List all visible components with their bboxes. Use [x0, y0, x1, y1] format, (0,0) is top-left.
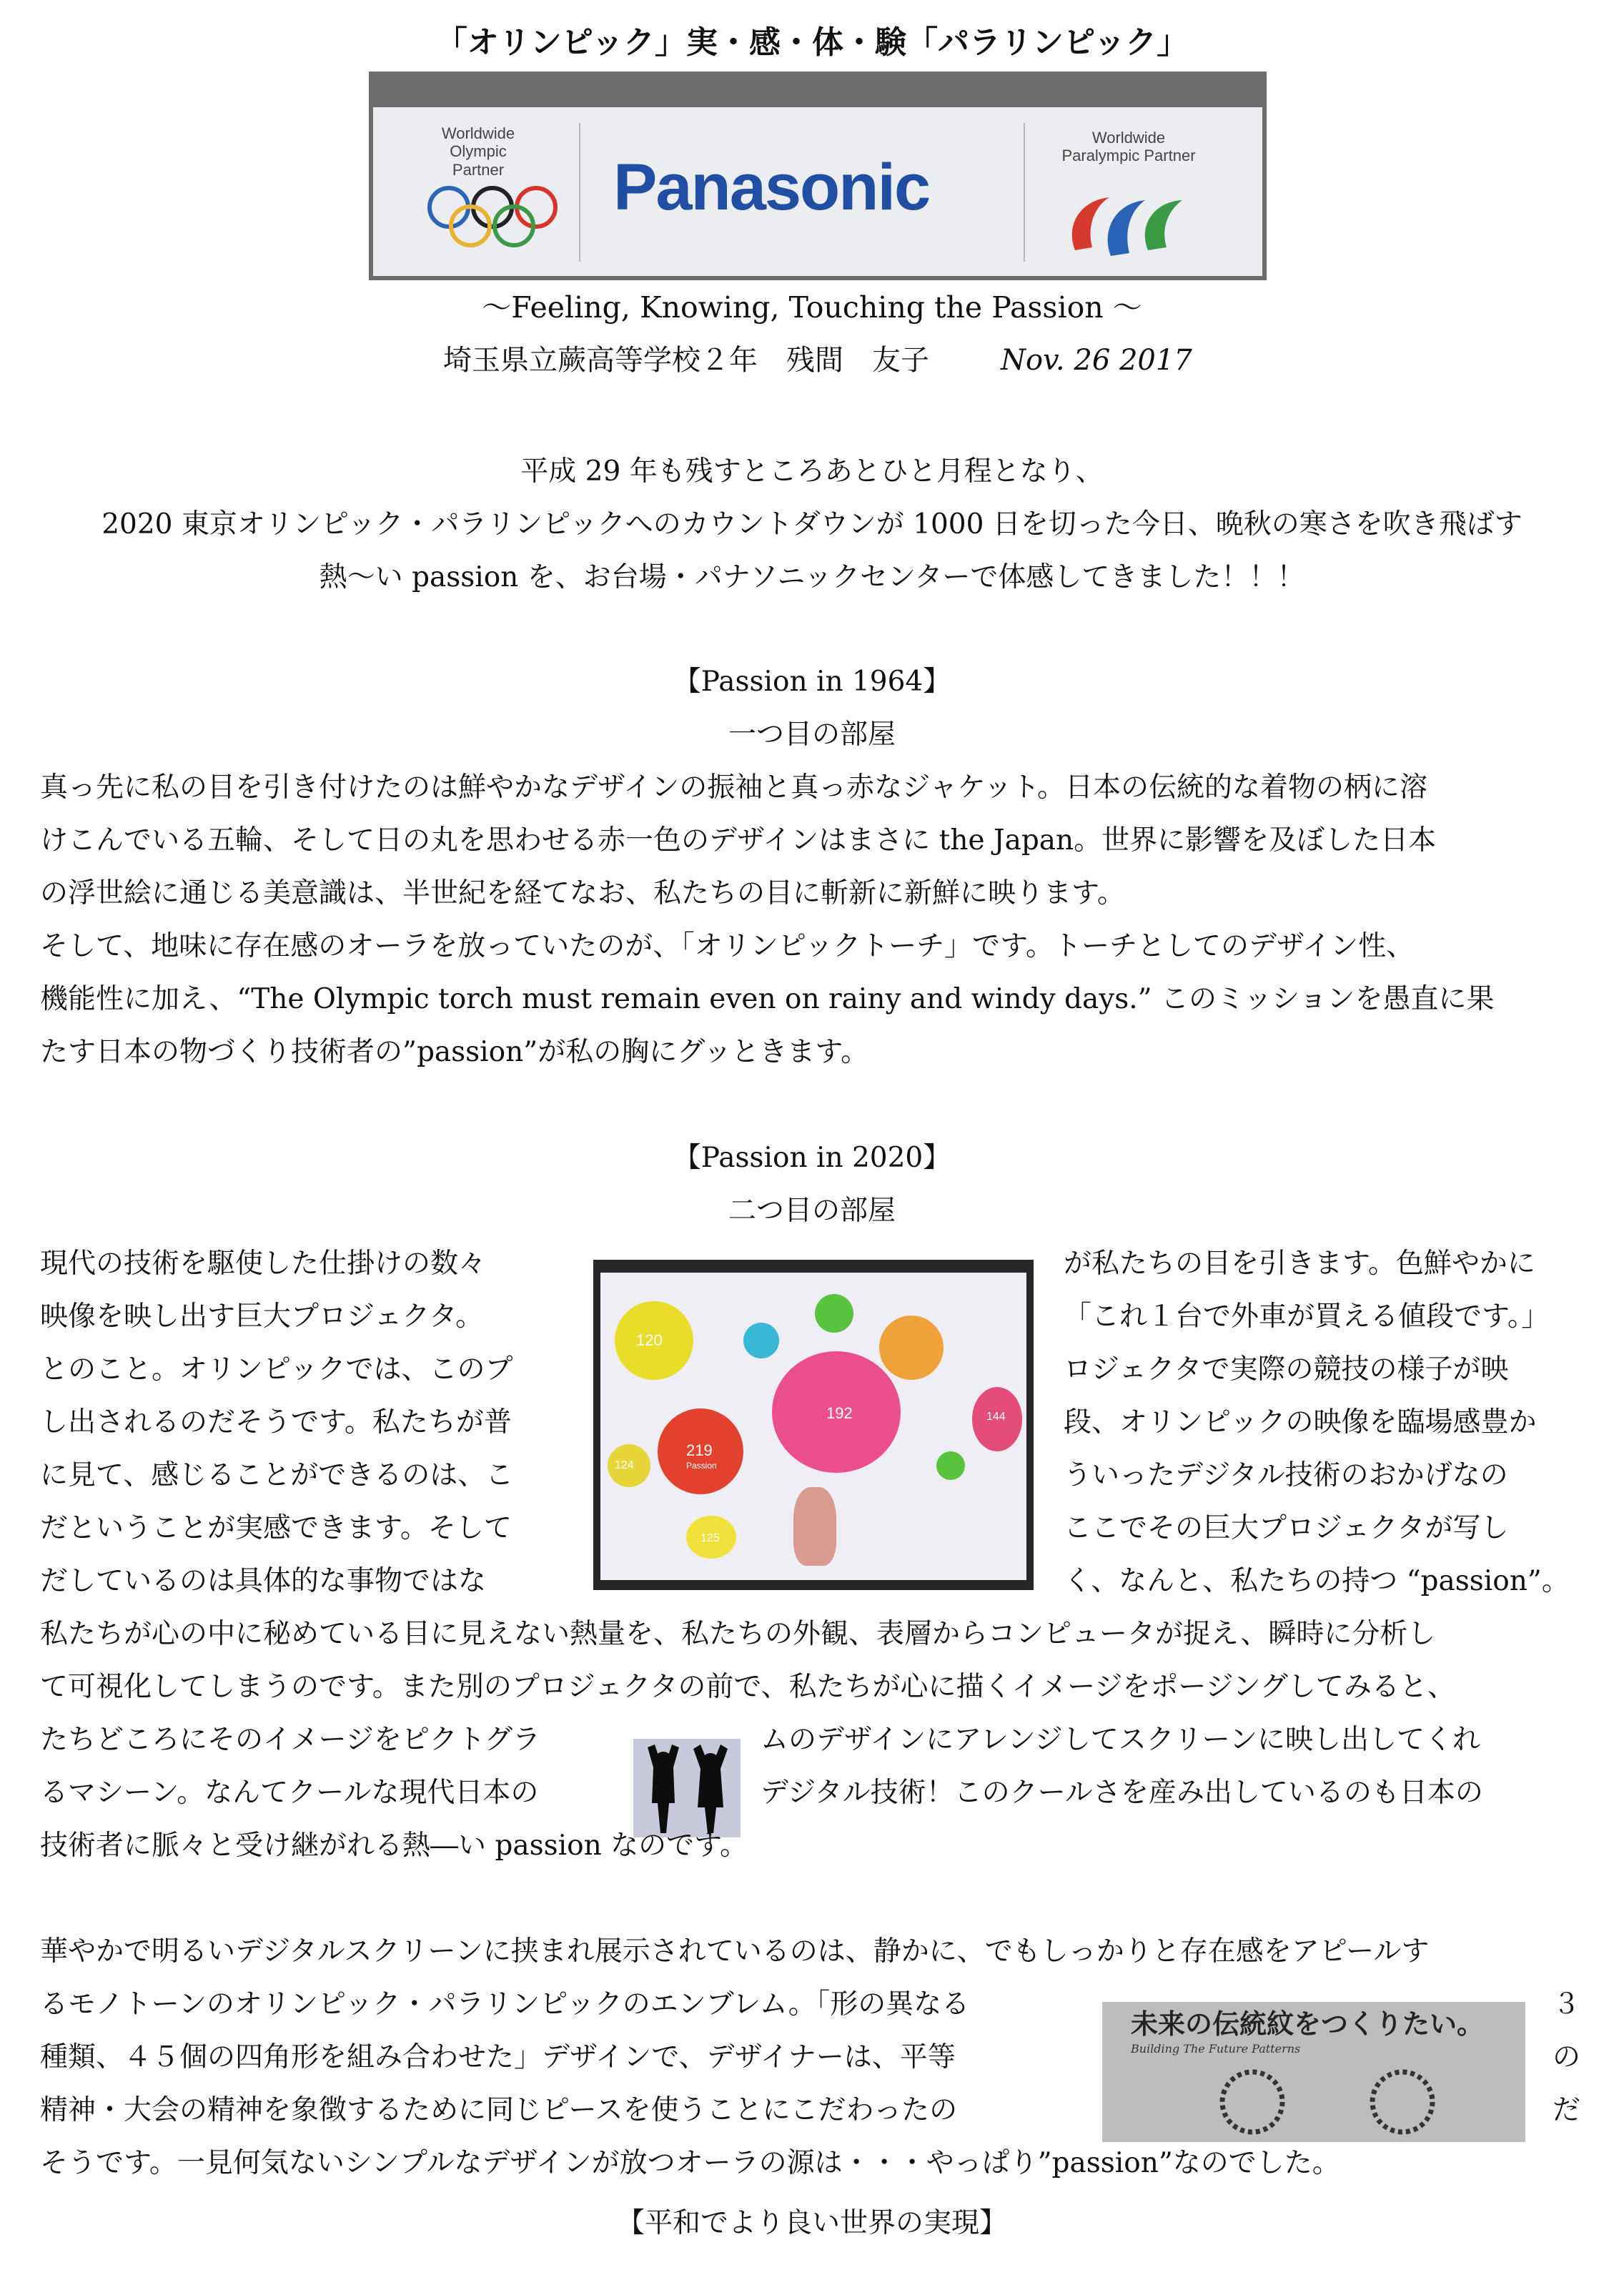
section2-right-1: が私たちの目を引きます。色鮮やかに [1064, 1248, 1535, 1280]
section2-wrap-left-1: たちどころにそのイメージをピクトグラ [40, 1724, 541, 1756]
intro-line-1: 平成 29 年も残すところあとひと月程となり、 [520, 455, 1104, 488]
section2-left-3: とのこと。オリンピックでは、このプ [40, 1353, 513, 1386]
section3-wrap-right-1: ３ [1553, 1988, 1581, 2020]
olympic-partner-line-2: Olympic Partner [450, 142, 507, 179]
projector-photo [593, 1260, 1034, 1590]
section2-room: 二つ目の部屋 [728, 1195, 896, 1227]
projector-label-passion: Passion [686, 1461, 717, 1471]
section2-full-1: 私たちが心の中に秘めている目に見えない熱量を、私たちの外観、表層からコンピュータが捉え、瞬時に分析し [40, 1618, 1436, 1650]
section3-wrap-right-3: だ [1553, 2094, 1581, 2126]
section2-wrap-left-2: るマシーン。なんてクールな現代日本の [40, 1777, 539, 1809]
section2-wrap-right-2: デジタル技術！このクールさを産み出しているのも日本の [761, 1777, 1483, 1809]
section2-right-6: ここでその巨大プロジェクタが写し [1064, 1512, 1509, 1544]
section1-line-2: けこんでいる五輪、そして日の丸を思わせる赤一色のデザインはまさに the Japan。世界に影響を及ぼした日本 [40, 824, 1437, 857]
banner-divider-right [1024, 123, 1025, 262]
section2-left-6: だということが実感できます。そして [40, 1512, 512, 1544]
splash-figure [793, 1487, 836, 1566]
section1-room: 一つ目の部屋 [728, 719, 896, 751]
section2-heading: 【Passion in 2020】 [673, 1142, 951, 1174]
section3-closing-heading: 【平和でより良い世界の実現】 [616, 2207, 1007, 2239]
pose-silhouettes-photo [633, 1739, 741, 1837]
section2-wrap-right-1: ムのデザインにアレンジしてスクリーンに映し出してくれ [761, 1724, 1480, 1756]
subtitle: ～Feeling, Knowing, Touching the Passion ～ [482, 290, 1142, 325]
section2-left-7: だしているのは具体的な事物ではな [40, 1565, 487, 1597]
splash-green [815, 1294, 853, 1333]
olympic-partner-label [425, 124, 532, 179]
splash-orange [879, 1316, 944, 1380]
paralympic-partner-label [1039, 129, 1218, 165]
section2-right-2: 「これ１台で外車が買える値段です。」 [1064, 1301, 1550, 1333]
section1-line-4: そして、地味に存在感のオーラを放っていたのが、「オリンピックトーチ」です。トーチとしてのデザイン性、 [40, 930, 1415, 962]
section1-line-3: の浮世絵に通じる美意識は、半世紀を経てなお、私たちの目に斬新に新鮮に映ります。 [40, 877, 1125, 909]
pose-silhouettes-icon [633, 1739, 741, 1837]
section1-line-1: 真っ先に私の目を引き付けたのは鮮やかなデザインの振袖と真っ赤なジャケット。日本の伝統的な着物の柄に溶 [40, 771, 1428, 804]
projector-label-124: 124 [615, 1459, 634, 1471]
section1-heading: 【Passion in 1964】 [673, 666, 951, 698]
page-title: 「オリンピック」実・感・体・験「パラリンピック」 [435, 24, 1189, 61]
section2-full-2: て可視化してしまうのです。また別のプロジェクタの前で、私たちが心に描くイメージをポージングしてみると、 [40, 1671, 1455, 1703]
banner-sign [373, 107, 1262, 276]
projector-label-120: 120 [636, 1331, 663, 1349]
section2-right-3: ロジェクタで実際の競技の様子が映 [1064, 1353, 1509, 1386]
projector-label-125: 125 [700, 1532, 720, 1544]
section3-wrap-left-2: 種類、４５個の四角形を組み合わせた」デザインで、デザイナーは、平等 [40, 2041, 956, 2073]
section3-line-1: 華やかで明るいデジタルスクリーンに挟まれ展示されているのは、静かに、でもしっかりと存在感をアピールす [40, 1935, 1430, 1968]
section2-left-4: し出されるのだそうです。私たちが普 [40, 1406, 512, 1439]
emblem-circles-icon [1188, 2059, 1474, 2138]
intro-line-2: 2020 東京オリンピック・パラリンピックへのカウントダウンが 1000 日を切った今日、晩秋の寒さを吹き飛ばす [102, 508, 1522, 541]
splash-cyan [743, 1323, 779, 1358]
splash-green-small [936, 1451, 965, 1480]
projector-label-192: 192 [826, 1404, 853, 1422]
section2-left-2: 映像を映し出す巨大プロジェクタ。 [40, 1301, 484, 1333]
paralympic-partner-line-2: Paralympic Partner [1061, 147, 1196, 165]
section2-right-7: く、なんと、私たちの持つ “passion”。 [1064, 1565, 1570, 1597]
olympic-rings-icon [426, 183, 559, 249]
emblem-photo-subtitle: Building The Future Patterns [1131, 2042, 1301, 2056]
projector-label-219: 219 [686, 1441, 713, 1459]
paralympic-agitos-icon [1059, 182, 1195, 262]
section2-right-4: 段、オリンピックの映像を臨場感豊か [1064, 1406, 1537, 1439]
byline: 埼玉県立蕨高等学校２年 残間 友子 [443, 344, 929, 377]
section3-wrap-left-3: 精神・大会の精神を象徴するために同じピースを使うことにこだわったの [40, 2094, 958, 2126]
section2-left-1: 現代の技術を駆使した仕掛けの数々 [40, 1248, 487, 1280]
section3-last-line: そうです。一見何気ないシンプルなデザインが放つオーラの源は・・・やっぱり”passion”なのでした。 [40, 2147, 1340, 2179]
section1-line-5: 機能性に加え、“The Olympic torch must remain even on rainy and windy days.” このミッションを愚直に果 [40, 983, 1495, 1015]
section2-last-line: 技術者に脈々と受け継がれる熱―い passion なのです。 [40, 1830, 748, 1862]
projector-label-144: 144 [986, 1411, 1006, 1423]
section3-wrap-left-1: るモノトーンのオリンピック・パラリンピックのエンブレム。「形の異なる [40, 1988, 970, 2020]
projector-screen [600, 1273, 1026, 1580]
section2-right-5: ういったデジタル技術のおかげなの [1064, 1459, 1508, 1491]
section3-wrap-right-2: の [1553, 2041, 1581, 2073]
emblem-photo-title: 未来の伝統紋をつくりたい。 [1131, 2008, 1485, 2040]
intro-line-3: 熱～い passion を、お台場・パナソニックセンターで体感してきました！！！ [319, 561, 1305, 593]
banner-photo [369, 71, 1267, 280]
banner-divider-left [579, 123, 580, 262]
olympic-partner-line-1: Worldwide [441, 124, 515, 142]
emblem-photo [1102, 2002, 1525, 2142]
date: Nov. 26 2017 [1001, 344, 1192, 377]
section2-left-5: に見て、感じることができるのは、こ [40, 1459, 514, 1491]
section1-line-6: たす日本の物づくり技術者の”passion”が私の胸にグッときます。 [40, 1036, 869, 1068]
panasonic-logo: Panasonic [613, 151, 930, 224]
paralympic-partner-line-1: Worldwide [1091, 129, 1166, 147]
